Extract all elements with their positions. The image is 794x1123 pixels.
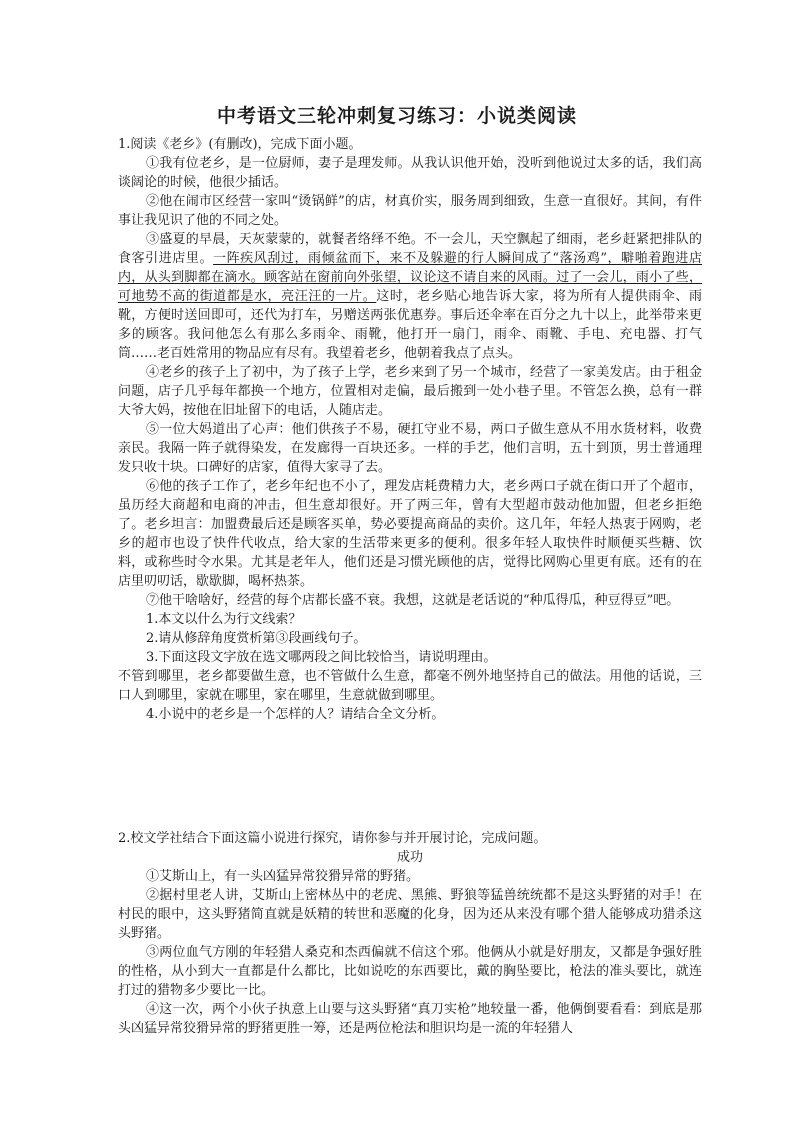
question-2: [118, 829, 702, 1038]
question-1-heading: 1.阅读《老乡》(有删改)，完成下面小题。: [118, 137, 362, 152]
q1-paragraph-5: ⑤一位大妈道出了心声：他们供孩子不易，硬扛守业不易，两口子做生意从不用水货材料，收费亲民。我隔一阵子就得染发，在发廊得一百块还多。一样的手艺，他们言明，五十到顶，男士普通理发只收十块。口碑好的店家，值得大家寻了去。: [118, 422, 702, 475]
q1-paragraph-6: ⑥他的孩子工作了，老乡年纪也不小了，理发店耗费精力大，老乡两口子就在街口开了个超市，虽历经大商超和电商的冲击，但生意却很好。开了两三年，曾有大型超市鼓动他加盟，但老乡拒绝了。老乡坦言：加盟费最后还是顾客买单，势必要提高商品的卖价。这几年，年轻人热衷于网购，老乡的超市也设了快件代收点，给大家的生活带来更多的便利。很多年轻人取快件时顺便买些糖、饮料，或称些时令水果。尤其是老年人，他们还是习惯光顾他的店，觉得比网购心里更有底。还有的在店里叨叨话，歇歇脚，喝杯热茶。: [118, 479, 702, 589]
story-title: 成功: [396, 850, 423, 865]
q1-paragraph-4: ④老乡的孩子上了初中，为了孩子上学，老乡来到了另一个城市，经营了一家美发店。由于租金问题，店子几乎每年都换一个地方，位置相对走偏，最后搬到一处小巷子里。不管怎么换，总有一群大爷大妈，按他在旧址留下的电话，人随店走。: [118, 365, 702, 418]
q2-paragraph-4: ④这一次，两个小伙子执意上山要与这头野猪“真刀实枪”地较量一番，他俩倒要看看：到底是那头凶猛异常狡猾异常的野猪更胜一筹，还是两位枪法和胆识均是一流的年轻猎人: [118, 1002, 702, 1036]
underlined-sentence: 一阵疾风刮过，雨倾盆而下，来不及躲避的行人瞬间成了“落汤鸡”，噼啪着跑进店内，从头到脚都在滴水。顾客站在窗前向外张望，议论这不请自来的风雨。过了一会儿，雨小了些，可地势不高的街道都是水，亮汪汪的一片。: [118, 251, 702, 304]
q2-paragraph-3: ③两位血气方刚的年轻猎人桑克和杰西偏就不信这个邪。他俩从小就是好朋友，又都是争强好胜的性格，从小到大一直都是什么都比，比如说吃的东西要比，戴的胸坠要比，枪法的准头要比，就连打过的猎物多少要比一比。: [118, 945, 702, 998]
page-title: 中考语文三轮冲刺复习练习：小说类阅读: [216, 105, 577, 127]
q1-paragraph-3: [118, 230, 702, 363]
sub-question-4: 4.小说中的老乡是一个怎样的人？请结合全文分析。: [146, 707, 445, 722]
sub-question-3-passage: 不管到哪里，老乡都要做生意，也不管做什么生意，都毫不例外地坚持自己的做法。用他的话说，三口人到哪里，家就在哪里，家在哪里，生意就做到哪里。: [118, 669, 702, 703]
sub-question-1: 1.本文以什么为行文线索？: [146, 612, 302, 627]
sub-question-3: 3.下面这段文字放在选文哪两段之间比较恰当，请说明理由。: [146, 650, 497, 665]
sub-question-2: 2.请从修辞角度赏析第③段画线句子。: [146, 631, 367, 646]
q1-paragraph-3-end: 这时，老乡贴心地告诉大家，将为所有人提供雨伞、雨靴，方便时送回即可，还代为打车，另赠送两张优惠券。事后还伞率在百分之九十以上，此举带来更多的顾客。我问他怎么有那么多雨伞、雨靴，他打开一扇门，雨伞、雨靴、手电、充电器、打气筒……老百姓常用的物品应有尽有。我望着老乡，他朝着我点了点头。: [118, 289, 702, 361]
question-2-heading: 2.校文学社结合下面这篇小说进行探究，请你参与并开展讨论，完成问题。: [118, 831, 547, 846]
question-1: [118, 135, 702, 724]
q2-paragraph-2: ②据村里老人讲，艾斯山上密林丛中的老虎、黑熊、野狼等猛兽统统都不是这头野猪的对手！在村民的眼中，这头野猪简直就是妖精的转世和恶魔的化身，因为还从来没有哪个猎人能够成功猎杀这头野猪。: [118, 888, 702, 941]
q1-paragraph-2: ②他在闹市区经营一家叫“烫锅鲜”的店，材真价实，服务周到细致，生意一直很好。其间，有件事让我见识了他的不同之处。: [118, 194, 702, 228]
q1-paragraph-7: ⑦他干啥啥好，经营的每个店都长盛不衰。我想，这就是老话说的“种瓜得瓜，种豆得豆”吧。: [146, 593, 680, 608]
q1-paragraph-3-start: ③盛夏的早晨，天灰蒙蒙的，就餐者络绎不绝。不一会儿，天空飘起了细雨，老乡赶紧把排队的食客引进店里。: [118, 232, 702, 266]
q2-paragraph-1: ①艾斯山上，有一头凶猛异常狡猾异常的野猪。: [146, 869, 420, 884]
q1-paragraph-1: ①我有位老乡，是一位厨师，妻子是理发师。从我认识他开始，没听到他说过太多的话，我们高谈阔论的时候，他很少插话。: [118, 156, 702, 190]
